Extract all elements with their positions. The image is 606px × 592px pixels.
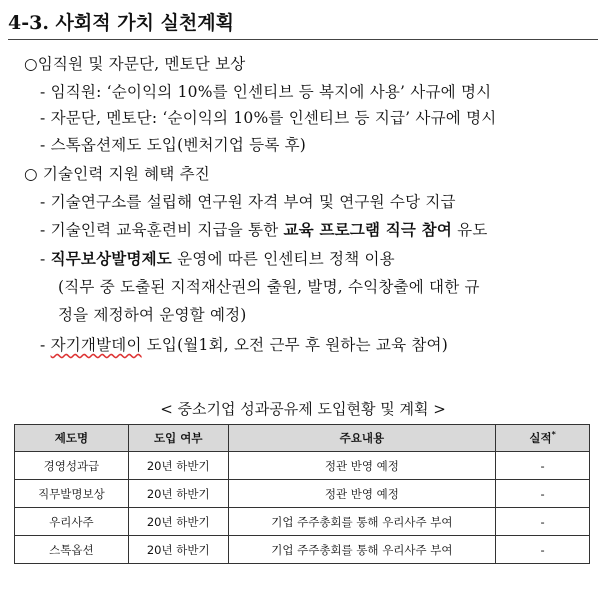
cell-adoption: 20년 하반기 [128, 480, 228, 508]
section2-item3-bold: 직무보상발명제도 [50, 249, 172, 268]
table-header-row [15, 425, 590, 452]
table-row [15, 508, 590, 536]
section2-item4-word: 자기개발데이 [50, 336, 142, 354]
cell-content: 정관 반영 예정 [228, 480, 495, 508]
section2-item4-rest: 도입(월1회, 오전 근무 후 원하는 교육 참여) [141, 336, 448, 354]
section1-item1: - 임직원: ‘순이익의 10%를 인센티브 등 복지에 사용’ 사규에 명시 [40, 83, 492, 101]
header-result: 실적* [496, 425, 590, 452]
cell-content: 기업 주주총회를 통해 우리사주 부여 [228, 536, 495, 564]
cell-name: 경영성과급 [15, 452, 129, 480]
table-row [15, 452, 590, 480]
performance-sharing-table [14, 424, 590, 564]
cell-result: - [496, 536, 590, 564]
table-caption: < 중소기업 성과공유제 도입현황 및 계획 > [160, 400, 446, 418]
cell-name: 스톡옵션 [15, 536, 129, 564]
header-content: 주요내용 [228, 425, 495, 452]
cell-adoption: 20년 하반기 [128, 536, 228, 564]
section2-item2-pre: - 기술인력 교육훈련비 지급을 통한 [40, 221, 284, 239]
header-name: 제도명 [15, 425, 129, 452]
cell-name: 직무발명보상 [15, 480, 129, 508]
cell-name: 우리사주 [15, 508, 129, 536]
cell-result: - [496, 480, 590, 508]
section2-title: ○ 기술인력 지원 혜택 추진 [24, 165, 210, 183]
section2-item2-bold: 교육 프로그램 직극 참여 [283, 220, 453, 239]
section1-title: ○임직원 및 자문단, 멘토단 보상 [24, 55, 246, 73]
cell-content: 정관 반영 예정 [228, 452, 495, 480]
section2-item3-cont1: (직무 중 도출된 지적재산권의 출원, 발명, 수익창출에 대한 규 [58, 278, 480, 296]
cell-result: - [496, 452, 590, 480]
table-row [15, 536, 590, 564]
header-adoption: 도입 여부 [128, 425, 228, 452]
cell-content: 기업 주주총회를 통해 우리사주 부여 [228, 508, 495, 536]
cell-result: - [496, 508, 590, 536]
table-row [15, 480, 590, 508]
section2-item3-cont2: 정을 제정하여 운영할 예정) [58, 306, 247, 324]
section2-item3: - 직무보상발명제도 운영에 따른 인센티브 정책 이용 [40, 249, 395, 268]
cell-adoption: 20년 하반기 [128, 508, 228, 536]
section2-item3-post: 운영에 따른 인센티브 정책 이용 [171, 250, 395, 268]
section2-item1: - 기술연구소를 설립해 연구원 자격 부여 및 연구원 수당 지급 [40, 193, 456, 211]
section2-item2 [40, 218, 488, 240]
section2-item2-post: 유도 [452, 221, 488, 239]
section1-item3: - 스톡옵션제도 도입(벤처기업 등록 후) [40, 136, 307, 154]
section-heading: 4-3. 사회적 가치 실천계획 [8, 8, 598, 40]
section2-item4: - 자기개발데이 도입(월1회, 오전 근무 후 원하는 교육 참여) [40, 336, 448, 354]
cell-adoption: 20년 하반기 [128, 452, 228, 480]
section1-item2: - 자문단, 멘토단: ‘순이익의 10%를 인센티브 등 지급’ 사규에 명시 [40, 109, 497, 127]
